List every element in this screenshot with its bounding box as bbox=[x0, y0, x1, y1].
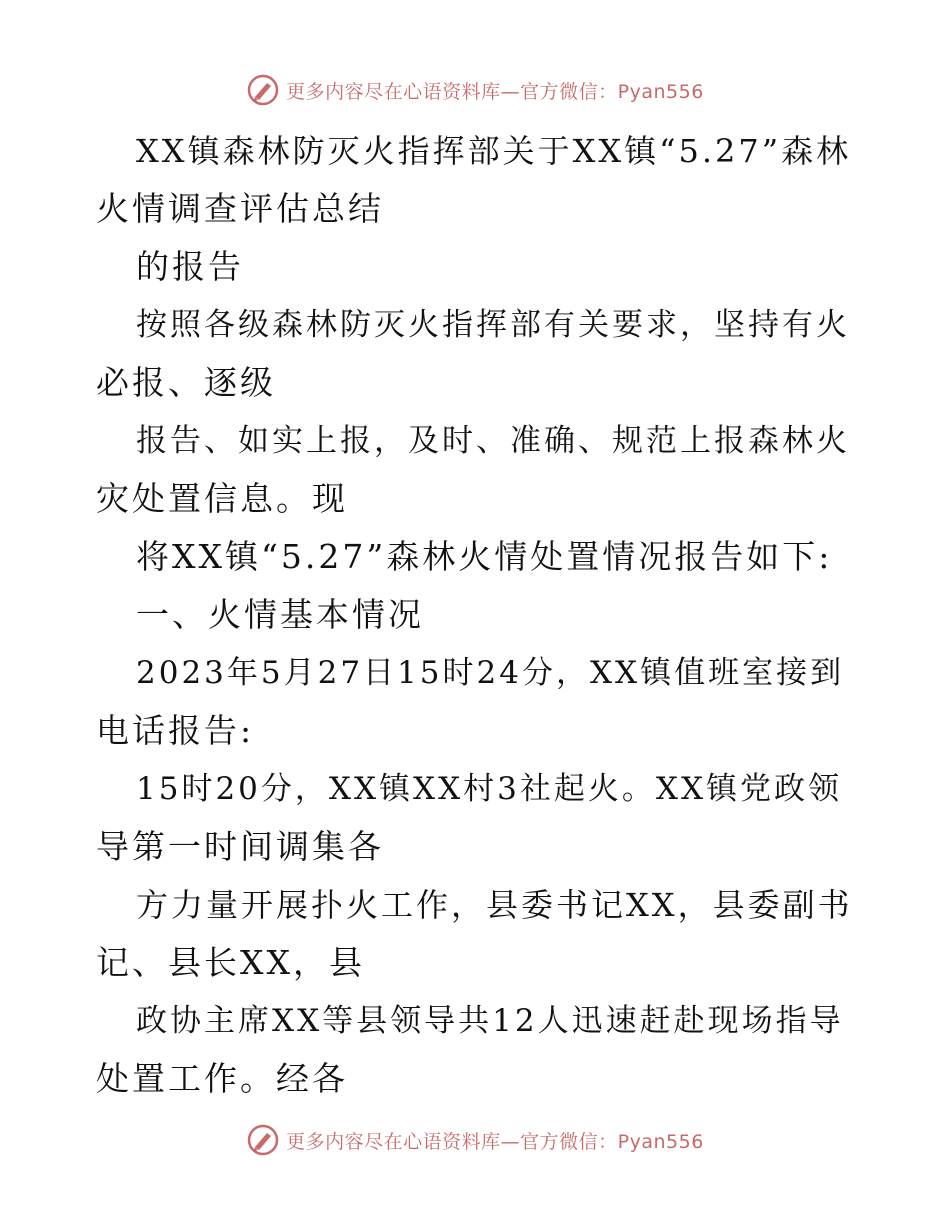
footer-watermark bbox=[0, 1122, 950, 1158]
text-line: 火情调查评估总结 bbox=[96, 189, 384, 228]
text-line: 的报告 bbox=[136, 247, 244, 286]
text-line: 政协主席XX等县领导共12人迅速赶赴现场指导 bbox=[136, 1003, 844, 1039]
text-line: 报告、如实上报，及时、准确、规范上报森林火 bbox=[136, 423, 850, 459]
pen-logo-icon bbox=[246, 1123, 280, 1157]
text-line: 导第一时间调集各 bbox=[96, 827, 384, 866]
pen-logo-icon bbox=[246, 73, 280, 107]
header-watermark bbox=[0, 72, 950, 108]
watermark-text: 更多内容尽在心语资料库—官方微信：Pyan556 bbox=[286, 80, 704, 103]
text-line: 按照各级森林防灭火指挥部有关要求，坚持有火 bbox=[136, 307, 850, 343]
text-line: 15时20分，XX镇XX村3社起火。XX镇党政领 bbox=[136, 771, 843, 807]
text-line: 方力量开展扑火工作，县委书记XX，县委副书 bbox=[136, 886, 853, 924]
text-line: 记、县长XX，县 bbox=[96, 943, 365, 982]
text-line: 处置工作。经各 bbox=[96, 1059, 348, 1098]
section-heading: 一、火情基本情况 bbox=[136, 595, 424, 634]
document-body bbox=[96, 122, 856, 1108]
watermark-text: 更多内容尽在心语资料库—官方微信：Pyan556 bbox=[286, 1130, 704, 1153]
text-line: 将XX镇“5.27”森林火情处置情况报告如下: bbox=[136, 537, 833, 576]
text-line: XX镇森林防灭火指挥部关于XX镇“5.27”森林 bbox=[136, 132, 852, 170]
text-line: 电话报告: bbox=[96, 711, 255, 750]
text-line: 灾处置信息。现 bbox=[96, 479, 348, 518]
text-line: 2023年5月27日15时24分，XX镇值班室接到 bbox=[136, 655, 845, 691]
text-line: 必报、逐级 bbox=[96, 363, 276, 402]
